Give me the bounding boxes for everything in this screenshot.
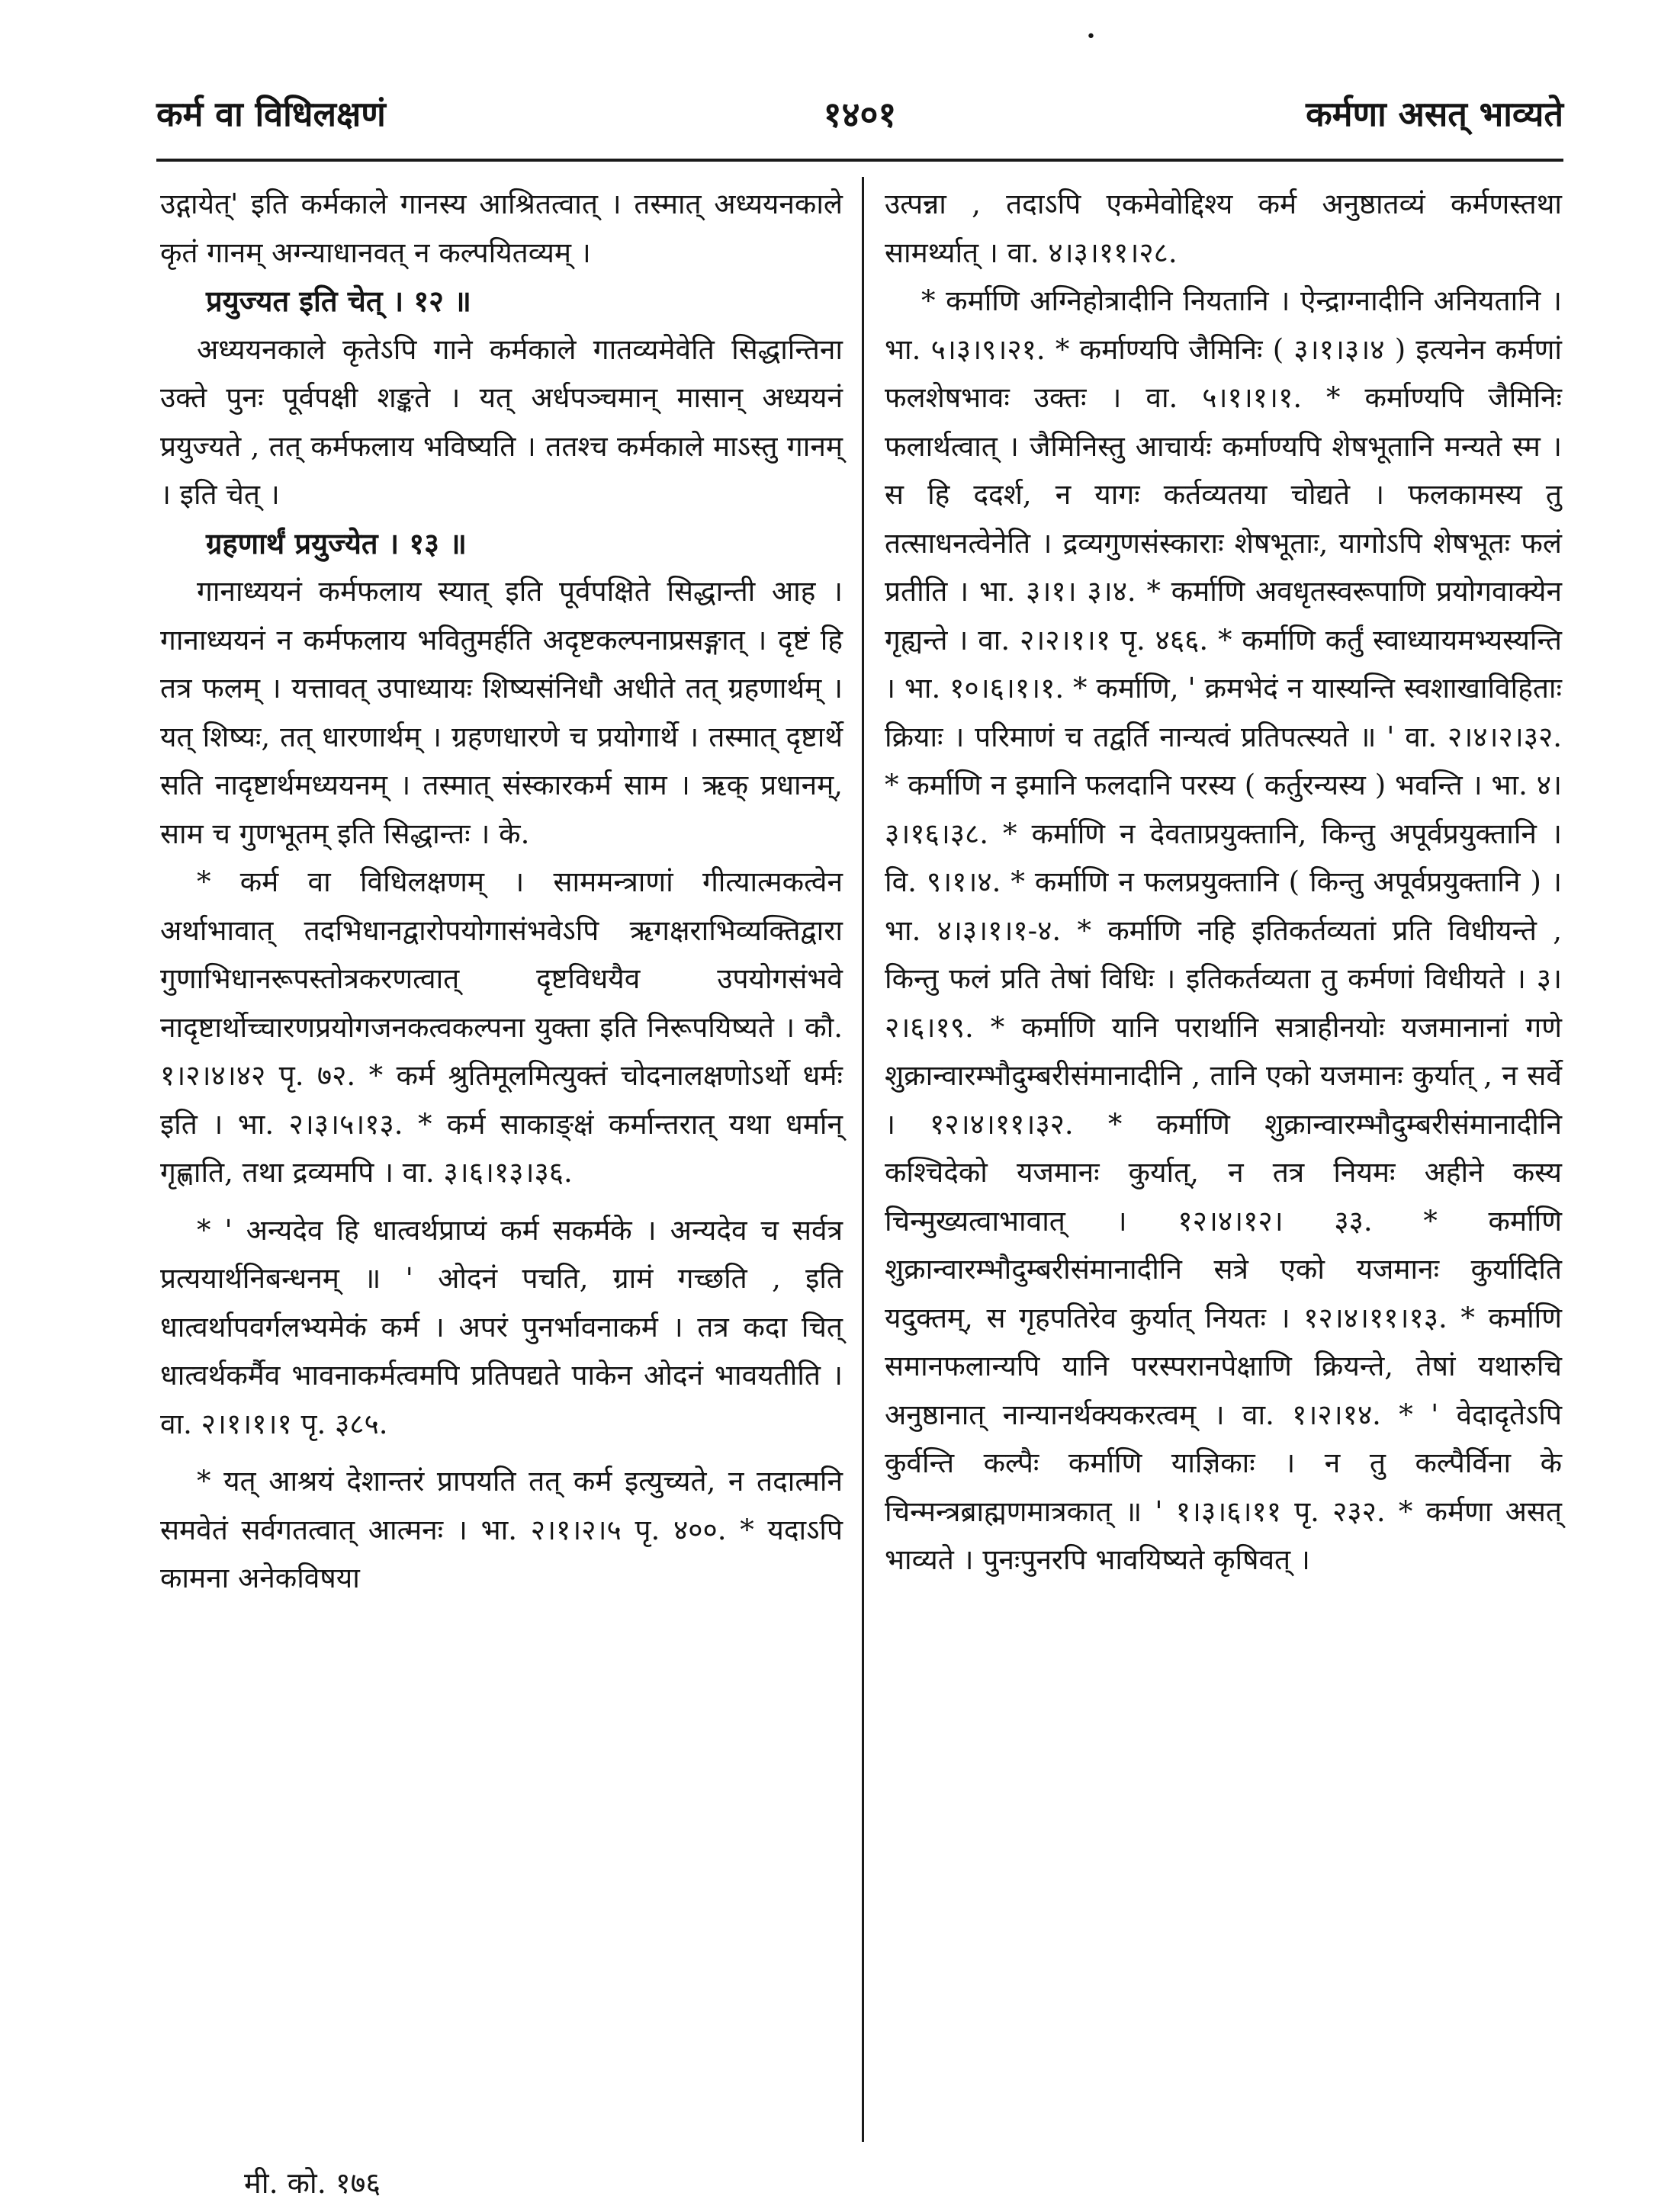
paragraph: गानाध्ययनं कर्मफलाय स्यात् इति पूर्वपक्षिते सिद्धान्ती आह । गानाध्ययनं न कर्मफलाय भवितुमर्हति अदृष्टकल्पनाप्रसङ्गात् । दृष्टं हि तत्र फलम् । यत्तावत् उपाध्यायः शिष्यसंनिधौ अधीते तत् ग्रहणार्थम् । यत् शिष्यः, तत् धारणार्थम् । ग्रहणधारणे च प्रयोगार्थे । तस्मात् दृष्टार्थे सति नादृष्टार्थमध्ययनम् । तस्मात् संस्कारकर्म साम । ऋक् प्रधानम्, साम च गुणभूतम् इति सिद्धान्तः । के. — [160, 575, 843, 850]
header-rule — [156, 159, 1563, 162]
page-footer-signature: मी. को. १७६ — [244, 2166, 381, 2200]
top-mark: • — [1086, 27, 1096, 47]
header-left-title: कर्म वा विधिलक्षणं — [156, 94, 386, 134]
paragraph: उद्गायेत्' इति कर्मकाले गानस्य आश्रितत्वात् । तस्मात् अध्ययनकाले कृतं गानम् अग्न्याधानवत् न कल्पयितव्यम् । — [160, 188, 843, 269]
left-column — [160, 180, 843, 1603]
right-column — [885, 180, 1562, 1584]
paragraph: उत्पन्ना , तदाऽपि एकमेवोद्दिश्य कर्म अनुष्ठातव्यं कर्मणस्तथा सामर्थ्यात् । वा. ४।३।११।२८. — [885, 188, 1562, 269]
page-number: १४०१ — [823, 94, 897, 135]
entry-paragraph: * कर्माणि अग्निहोत्रादीनि नियतानि । ऐन्द्राग्नादीनि अनियतानि । भा. ५।३।९।२१. * कर्माण्यपि जैमिनिः ( ३।१।३।४ ) इत्यनेन कर्मणां फलशेषभावः उक्तः । वा. ५।१।१।१. * कर्माण्यपि जैमिनिः फलार्थत्वात् । जैमिनिस्तु आचार्यः कर्माण्यपि शेषभूतानि मन्यते स्म । स हि ददर्श, न यागः कर्तव्यतया चोद्यते । फलकामस्य तु तत्साधनत्वेनेति । द्रव्यगुणसंस्काराः शेषभूताः, यागोऽपि शेषभूतः फलं प्रतीति । भा. ३।१। ३।४. * कर्माणि अवधृतस्वरूपाणि प्रयोगवाक्येन गृह्यन्ते । वा. २।२।१।१ पृ. ४६६. * कर्माणि कर्तुं स्वाध्यायमभ्यस्यन्ति । भा. १०।६।१।१. * कर्माणि, ' क्रमभेदं न यास्यन्ति स्वशाखाविहिताः क्रियाः । परिमाणं च तद्वर्ति नान्यत्वं प्रतिपत्स्यते ॥ ' वा. २।४।२।३२. * कर्माणि न इमानि फलदानि परस्य ( कर्तुरन्यस्य ) भवन्ति । भा. ४।३।१६।३८. * कर्माणि न देवताप्रयुक्तानि, किन्तु अपूर्वप्रयुक्तानि । वि. ९।१।४. * कर्माणि न फलप्रयुक्तानि ( किन्तु अपूर्वप्रयुक्तानि ) । भा. ४।३।१।१-४. * कर्माणि नहि इतिकर्तव्यतां प्रति विधीयन्ते , किन्तु फलं प्रति तेषां विधिः । इतिकर्तव्यता तु कर्मणां विधीयते । ३।२।६।१९. * कर्माणि यानि परार्थानि सत्राहीनयोः यजमानानां गणे शुक्रान्वारम्भौदुम्बरीसंमानादीनि , तानि एको यजमानः कुर्यात् , न सर्वे । १२।४।११।३२. * कर्माणि शुक्रान्वारम्भौदुम्बरीसंमानादीनि कश्चिदेको यजमानः कुर्यात्, न तत्र नियमः अहीने कस्य चिन्मुख्यत्वाभावात् । १२।४।१२। ३३. * कर्माणि शुक्रान्वारम्भौदुम्बरीसंमानादीनि सत्रे एको यजमानः कुर्यादिति यदुक्तम्, स गृहपतिरेव कुर्यात् नियतः । १२।४।११।१३. * कर्माणि समानफलान्यपि यानि परस्परानपेक्षाणि क्रियन्ते, तेषां यथारुचि अनुष्ठानात् नान्यानर्थक्यकरत्वम् । वा. १।२।१४. * ' वेदादृतेऽपि कुर्वन्ति कल्पैः कर्माणि याज्ञिकाः । न तु कल्पैर्विना के चिन्मन्त्रब्राह्मणमात्रकात् ॥ ' १।३।६।११ पृ. २३२. * कर्मणा असत् भाव्यते । पुनःपुनरपि भावयिष्यते कृषिवत् । — [885, 284, 1562, 1576]
header-right-title: कर्मणा असत् भाव्यते — [1306, 94, 1563, 134]
entry-paragraph: * ' अन्यदेव हि धात्वर्थप्राप्यं कर्म सकर्मके । अन्यदेव च सर्वत्र प्रत्ययार्थनिबन्धनम् ॥ ' ओदनं पचति, ग्रामं गच्छति , इति धात्वर्थापवर्गलभ्यमेकं कर्म । अपरं पुनर्भावनाकर्म । तत्र कदा चित् धात्वर्थकर्मैव भावनाकर्मत्वमपि प्रतिपद्यते पाकेन ओदनं भावयतीति । वा. २।१।१।१ पृ. ३८५. — [160, 1213, 843, 1440]
column-divider — [862, 177, 864, 2142]
entry-paragraph: * कर्म वा विधिलक्षणम् । साममन्त्राणां गीत्यात्मकत्वेन अर्थाभावात् तदभिधानद्वारोपयोगासंभवेऽपि ऋगक्षराभिव्यक्तिद्वारा गुणाभिधानरूपस्तोत्रकरणत्वात् दृष्टविधयैव उपयोगसंभवे नादृष्टार्थोच्चारणप्रयोगजनकत्वकल्पना युक्ता इति निरूपयिष्यते । कौ. १।२।४।४२ पृ. ७२. * कर्म श्रुतिमूलमित्युक्तं चोदनालक्षणोऽर्थो धर्मः इति । भा. २।३।५।१३. * कर्म साकाङ्क्षं कर्मान्तरात् यथा धर्मान् गृह्णाति, तथा द्रव्यमपि । वा. ३।६।१३।३६. — [160, 865, 843, 1189]
entry-paragraph: * यत् आश्रयं देशान्तरं प्रापयति तत् कर्म इत्युच्यते, न तदात्मनि समवेतं सर्वगतत्वात् आत्मनः । भा. २।१।२।५ पृ. ४००. * यदाऽपि कामना अनेकविषया — [160, 1465, 843, 1594]
paragraph: अध्ययनकाले कृतेऽपि गाने कर्मकाले गातव्यमेवेति सिद्धान्तिना उक्ते पुनः पूर्वपक्षी शङ्कते । यत् अर्धपञ्चमान् मासान् अध्ययनं प्रयुज्यते , तत् कर्मफलाय भविष्यति । ततश्च कर्मकाले माऽस्तु गानम् । इति चेत् । — [160, 332, 843, 511]
sutra-heading: ग्रहणार्थं प्रयुज्येत । १३ ॥ — [206, 525, 467, 560]
sutra-heading: प्रयुज्यत इति चेत् । १२ ॥ — [206, 284, 471, 318]
page-header — [156, 90, 1563, 151]
